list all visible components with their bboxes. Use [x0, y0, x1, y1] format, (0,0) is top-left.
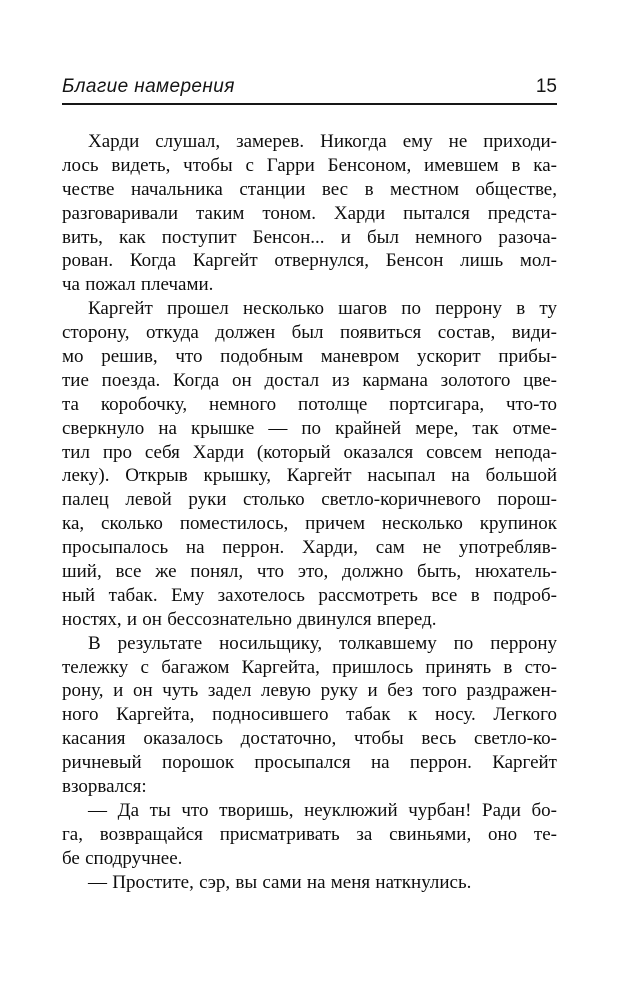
text-line: — Да ты что творишь, неуклюжий чурбан! Ради бо- [88, 799, 557, 821]
text-line: ча пожал плечами. [62, 274, 214, 296]
text-line: рован. Когда Каргейт отвернулся, Бенсон лишь мол- [62, 250, 557, 272]
paragraph [62, 871, 557, 895]
page-number: 15 [535, 76, 557, 97]
text-line: честве начальника станции вес в местном обществе, [62, 178, 557, 200]
text-line: ностях, и он бессознательно двинулся вперед. [62, 608, 437, 630]
text-line: сверкнуло на крышке — по крайней мере, так отме- [62, 417, 557, 439]
paragraph [62, 799, 557, 871]
text-line: палец левой руки столько светло-коричневого порош- [62, 489, 557, 511]
text-line: вить, как поступит Бенсон... и был немного разоча- [62, 226, 557, 248]
text-line: га, возвращайся присматривать за свиньями, оно те- [62, 823, 557, 845]
text-line: мо решив, что подобным маневром ускорит прибы- [62, 346, 557, 368]
paragraph [62, 297, 557, 631]
text-line: взорвался: [62, 776, 147, 798]
text-line: сторону, откуда должен был появиться состав, види- [62, 322, 557, 344]
text-line: рону, и он чуть задел левую руку и без того раздражен- [62, 680, 557, 702]
paragraph [62, 130, 557, 297]
text-line: ший, все же понял, что это, должно быть, нюхатель- [62, 561, 557, 583]
running-title: Благие намерения [62, 76, 235, 97]
text-line: просыпалось на перрон. Харди, сам не употребляв- [62, 537, 557, 559]
text-line: Каргейт прошел несколько шагов по перрону в ту [88, 298, 557, 320]
text-line: лось видеть, чтобы с Гарри Бенсоном, имевшем в ка- [62, 154, 557, 176]
text-line: В результате носильщику, толкавшему по перрону [88, 632, 557, 654]
text-line: ный табак. Ему захотелось рассмотреть все в подроб- [62, 584, 557, 606]
text-line: тил про себя Харди (который оказался совсем непода- [62, 441, 557, 463]
text-line: тележку с багажом Каргейта, пришлось принять в сто- [62, 656, 557, 678]
text-line: разговаривали таким тоном. Харди пытался предста- [62, 202, 557, 224]
text-line: ричневый порошок просыпался на перрон. Каргейт [62, 752, 557, 774]
text-line: ка, сколько поместилось, причем несколько крупинок [62, 513, 557, 535]
text-line: та коробочку, немного потолще портсигара, что-то [62, 393, 557, 415]
text-line: бе сподручнее. [62, 847, 183, 869]
text-body [62, 130, 557, 895]
running-header [62, 76, 557, 105]
text-line: тие поезда. Когда он достал из кармана золотого цве- [62, 369, 557, 391]
text-line: леку). Открыв крышку, Каргейт насыпал на большой [62, 465, 557, 487]
paragraph [62, 632, 557, 799]
text-line: касания оказалось достаточно, чтобы весь светло-ко- [62, 728, 557, 750]
text-line: Харди слушал, замерев. Никогда ему не приходи- [88, 131, 557, 152]
text-line: — Простите, сэр, вы сами на меня наткнулись. [88, 871, 472, 893]
text-line: ного Каргейта, подносившего табак к носу. Легкого [62, 704, 557, 726]
